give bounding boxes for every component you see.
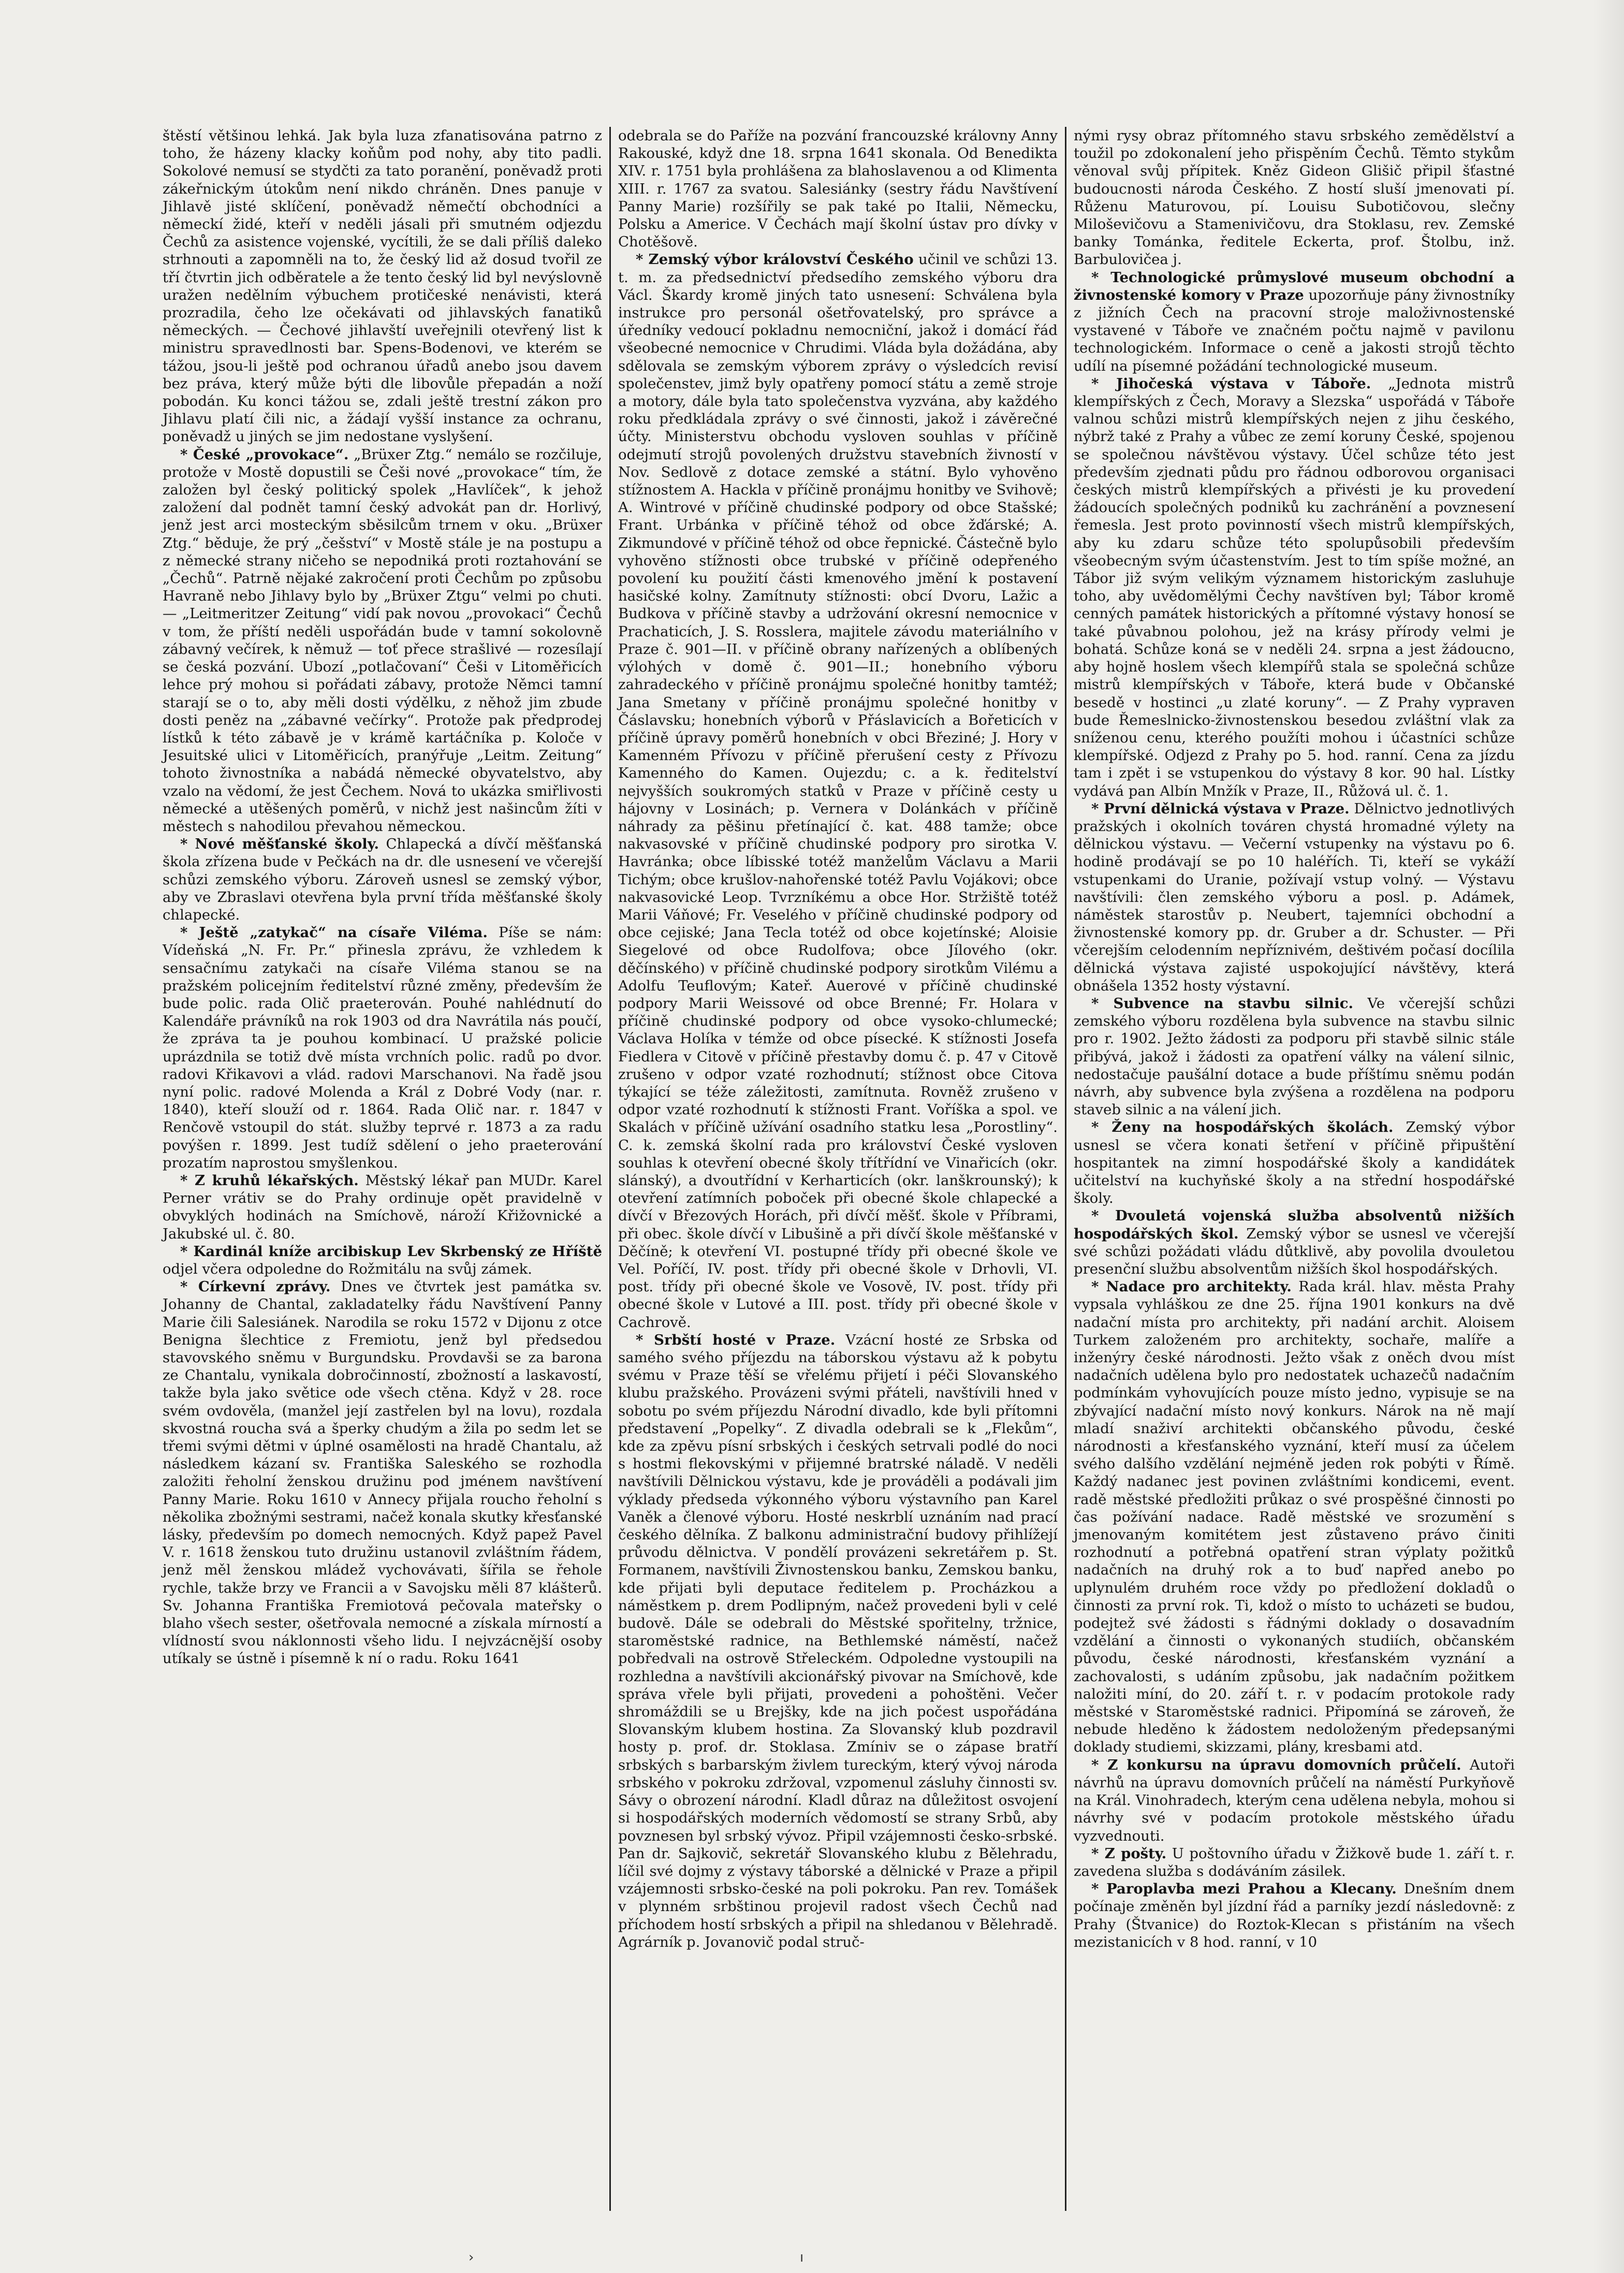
article-text: učinil ve schůzi 13. t. m. za předsednictví předsedího zemského výboru dra Václ. Škardy kromě jiných tato usnesení: Schválena byla instrukce pro personál ošetřovatelský, pro správce a úředníky vedoucí pokladnu nemocniční, jakož i domácí řád všeobecné nemocnice v Chrudimi. Vláda byla dožádána, aby sdělovala se zemským výborem zprávy o výsledcích revisí společenstev, jimž byly opatřeny pomocí státu a země stroje a motory, dále byla tato společenstva vyzvána, aby každého roku předkládala zprávy o své činnosti, jakož i závěrečné účty. Ministerstvu obchodu vysloven souhlas v příčině odejmutí strojů povolených družstvu stavebních živností v Nov. Sedlově z dotace zemské a státní. Bylo vyhověno stížnostem A. Hackla v příčině pronájmu honitby ve Svihově; A. Wintrové v příčině chudinské podpory od obce Stašské; Frant. Urbánka v příčině téhož od obce žďárské; A. Zikmundové v příčině téhož od obce řepnické. Částečně bylo vyhověno stížnosti obce trubské v příčině odepřeného povolení ku použití části kmenového jmění k postavení hasičské kolny. Zamítnuty stížnosti: obcí Dvoru, Lažic a Budkova v příčině stavby a udržování okresní nemocnice v Prachaticích, J. S. Rosslera, majitele závodu materiálního v Praze č. 901—II. v příčině obrany nařízených a oblíbených výlohých v domě č. 901—II.; honebního výboru zahradeckého v příčině pronájmu společné honitby tamtéž; Jana Smetany v příčině pronájmu společné honitby v Čáslavsku; honebních výborů v Přáslavicích a Bořeticích v příčině úpravy poměrů honebních v obci Březiné; J. Hory v Kamenném Přívozu v příčině přerušení cesty z Přívozu Kamenného do Kamen. Oujezdu; c. a k. ředitelství nejvyšších soukromých statků v Praze v příčině cesty u hájovny v Losinách; p. Vernera v Dolánkách v příčině náhrady za pěšinu přetínající č. kat. 488 tamže; obce nakvasovské v příčině chudinské podpory pro sirotka V. Havránka; obce líbisské totéž manželům Václavu a Marii Tichým; obce krušlov-nahořenské totéž Pavlu Vojákovi; obce nakvasovické Leop. Tvrzníkému a obce Hor. Stržiště totéž Marii Váňové; Fr. Veselého v příčině chudinské podpory od obce cejiské; Jana Tecla totéž od obce kojetínské; Aloisie Siegelové od obce Rudolfova; obce Jílového (okr. děčínského) v příčině chudinské podpory sirotkům Vilému a Adolfu Teuflovým; Kateř. Auerové v příčině chudinské podpory Marii Weissové od obce Brenné; Fr. Holara v příčině chudinské podpory od obce vysoko-chlumecké; Václava Holíka v témže od obce písecké. K stížnosti Josefa Fiedlera v Citově v příčině přestavby domu č. p. 47 v Citově zrušeno v odpor vzaté rozhodnutí; stížnost obce Citova týkající se téže záležitosti, zamítnuta. Rovněž zrušeno v odpor vzaté rozhodnutí k stížnosti Frant. Voříška a spol. ve Skalách v příčině užívání osadního statku lesa „Porostliny“. C. k. zemská školní rada pro království České vysloven souhlas k otevření obecné školy třítřídní ve Vinařicích (okr. slánský), a dvoutřídní v Kerharticích (okr. lanškrounský); k otevření zatímních poboček při obecné škole chlapecké a dívčí v Březových Horách, při dívčí měšť. škole v Příbrami, při obec. škole dívčí v Libušině a při dívčí škole měšťanské v Děčíně; k otevření VI. postupné třídy při obecné škole ve Vel. Poříčí, IV. post. třídy při obecné škole v Drhovli, VI. post. třídy při obecné škole ve Vosově, IV. post. třídy při obecné škole v Lutové a III. post. třídy při obecné škole v Cachrově. <box>618 251 1058 1331</box>
article-paragraph <box>618 251 1058 1331</box>
article-heading: * Subvence na stavbu silnic. <box>1091 995 1354 1012</box>
article-paragraph <box>1074 800 1515 995</box>
article-paragraph <box>1074 269 1515 375</box>
article-text: Dnešním dnem počínaje změněn byl jízdní řád a parníky jezdí následovně: z Prahy (Štvanice) do Roztok-Klecan s přistáním na všech mezistanicích v 8 hod. ranní, v 10 <box>1074 1881 1515 1950</box>
article-paragraph <box>1074 1118 1515 1207</box>
article-text: odjel včera odpoledne do Rožmitálu na svůj zámek. <box>163 1261 533 1277</box>
article-text: U poštovního úřadu v Žižkově bude 1. září t. r. zavedena služba s dodáváním zásilek. <box>1074 1845 1515 1879</box>
article-text: Zemský výbor usnesl se včera konati šetření v příčině připuštění hospitantek na zimní hospodářské školy a kandidátek učitelství na kuchyňské školy a na střední hospodářské školy. <box>1074 1119 1515 1207</box>
article-text: Městský lékař pan MUDr. Karel Perner vrátiv se do Prahy ordinuje opět pravidelně v obvyklých hodinách na Smíchově, nároží Křižovnické a Jakubské ul. č. 80. <box>163 1172 602 1242</box>
article-text: Zemský výbor se usnesl ve včerejší své schůzi požádati vládu důtklivě, aby povolila dvouletou presenční službu absolventům nižších škol hospodářských. <box>1074 1225 1515 1277</box>
article-text: nými rysy obraz přítomného stavu srbského zemědělství a toužil po zdokonalení jeho přispěním Čechů. Těmto stykům věnoval svůj přípitek. Kněz Gideon Glišič připil šťastné budoucnosti národa Českého. Z hostí sluší jmenovati pí. Růženu Maturovou, pí. Louisu Subotičovou, slečny Miloševičovu a Stamenivičovu, dra Stoklasu, rev. Zemské banky Tománka, ředitele Eckerta, prof. Štolbu, inž. Barbulovičea j. <box>1074 127 1515 268</box>
article-paragraph <box>163 1243 602 1278</box>
article-paragraph <box>1074 1756 1515 1845</box>
article-heading: * Jihočeská výstava v Táboře. <box>1091 375 1371 392</box>
article-text: Dnes ve čtvrtek jest památka sv. Johanny de Chantal, zakladatelky řádu Navštívení Panny Marie čili Salesiánek. Narodila se roku 1572 v Dijonu z otce Benigna šlechtice z Fremiotu, jenž byl předsedou stavovského sněmu v Burgundsku. Provdavši se za barona ze Chantalu, vynikala dobročinností, zbožností a laskavostí, takže byla jako světice ode všech ctěna. Když v 28. roce svém ovdověla, (manžel její zastřelen byl na lovu), rozdala skvostná roucha svá a šperky chudým a žila po sedm let se třemi svými dětmi v úplné osamělosti na hradě Chantalu, až následkem kázaní sv. Františka Saleského se rozhodla založiti řeholní ženskou družinu pod jménem navštívení Panny Marie. Roku 1610 v Annecy přijala roucho řeholní s několika zbožnými sestrami, načež konala skutky křesťanské lásky, především po domech nemocných. Když papež Pavel V. r. 1618 ženskou tuto družinu ustanovil zvláštním řádem, jenž měl ženskou mládež vychovávati, šířila se řehole rychle, takže brzy ve Francii a v Savojsku měli 87 klášterů. Sv. Johanna Františka Fremiotová pečovala mateřsky o blaho všech sester, ošetřovala nemocné a získala mírností a vlídností svou náklonnosti všeho lidu. I nejvzácnější osoby utíkaly se ústně i písemně k ní o radu. Roku 1641 <box>163 1278 602 1667</box>
article-text: Vzácní hosté ze Srbska od samého svého příjezdu na táborskou výstavu až k pobytu svému v Praze těší se vřelému přijetí i péči Slovanského klubu pražského. Provázeni svými přáteli, navštívili hned v sobotu po svém příjezdu Národní divadlo, kde byli přítomni představení „Popelky“. Z divadla odebrali se k „Flekům“, kde za zpěvu písní srbských i českých setrvali podlé do noci s hostmi flekovskými v přijemné bratrské náladě. V neděli navštívili Dělnickou výstavu, kde je prováděli a podávali jim výklady předseda výkonného výboru výstavního pan Karel Vaněk a členové výboru. Hosté neskrblí uznáním nad prací českého dělníka. Z balkonu administrační budovy přihlížejí průvodu dělnictva. V pondělí provázeni sekretářem p. St. Formanem, navštívili Živnostenskou banku, Zemskou banku, kde přijati byli deputace ředitelem p. Procházkou a náměstkem p. drem Podlipným, načež provedeni byli v celé budově. Dále se odebrali do Městské spořitelny, tržnice, staroměstské radnice, na Bethlemské náměstí, načež pobředvali na ostrově Střeleckém. Odpoledne vystoupili na rozhledna a navštívili akcionářský pivovar na Smíchově, kde správa vřele byli přijati, provedeni a pohoštěni. Večer shromáždili se u Brejšky, kde na jich počest uspořádána Slovanským klubem hostina. Za Slovanský klub pozdravil hosty p. prof. dr. Stoklasa. Zmíniv se o zápase bratří srbských s barbarským živlem tureckým, který vývoj národa srbského v pokroku zdržoval, vzpomenul zásluhy činnosti sv. Sávy o obrození národní. Kladl důraz na důležitost osvojení si hospodářských moderních vědomostí se strany Srbů, aby povznesen byl srbský vývoz. Připil vzájemnosti česko-srbské. Pan dr. Sajkovič, sekretář Slovanského klubu z Bělehradu, líčil své dojmy z výstavy táborské a dělnické v Praze a připil vzájemnosti srbsko-české na poli pokroku. Pan rev. Tomášek v plynném srbštinou projevil radost všech Čechů nad příchodem hostí srbských a připil na shledanou v Bělehradě. Agrárník p. Jovanovič podal struč- <box>618 1331 1058 1950</box>
article-text: „Brüxer Ztg.“ nemálo se rozčiluje, protože v Mostě dopustili se Češi nové „provokace“ tím, že založen byl český politický spolek „Havlíček“, k jehož založení dal podnět tamní český advokát pan dr. Horlivý, jenž jest arci mosteckým sběsilcům trnem v oku. „Brüxer Ztg.“ běduje, že prý „češství“ v Mostě stále je na postupu a z německé strany ničeho se nepodniká proti roztahování se „Čechů“. Patrně nějaké zakročení proti Čechům po způsobu Havraně nebo Jihlavy bylo by „Brüxer Ztgu“ velmi po chuti. — „Leitmeritzer Zeitung“ vidí pak novou „provokaci“ Čechů v tom, že příští neděli uspořádán bude v tamní sokolovně zábavný večírek, k němuž — toť přece strašlivé — rozesílají se česká pozvání. Ubozí „potlačovaní“ Češi v Litoměřicích lehce prý mohou si pořádati zábavy, protože Němci tamní starají se o to, aby měli dosti výdělku, z něhož jim zbude dosti peněz na „zábavné večírky“. Protože pak předprodej lístků k této zábavě je v krámě kartáčníka p. Koloče v Jesuitské ulici v Litoměřicích, pranýřuje „Leitm. Zeitung“ tohoto živnostníka a nabádá německé obyvatelstvo, aby vzalo na vědomí, že jest Čechem. Nová to ukázka smiřlivosti německé a utěšených poměrů, v nichž jest našincům žíti v městech s nahodilou převahou německou. <box>163 446 603 835</box>
article-heading: * Srbští hosté v Praze. <box>636 1331 836 1348</box>
article-heading: * Nadace pro architekty. <box>1091 1278 1292 1295</box>
article-heading: * Zemský výbor království Českého <box>636 251 914 268</box>
article-heading: * Kardinál kníže arcibiskup Lev Skrbenský ze Hříště <box>180 1243 602 1260</box>
article-paragraph <box>163 835 602 924</box>
article-paragraph <box>1074 1880 1515 1951</box>
article-text: Píše se nám: Vídeňská „N. Fr. Pr.“ přinesla zprávu, že vzhledem k sensačnímu zatykači na císaře Viléma stanou se na pražském policejním ředitelství různé změny, především že bude polic. rada Olič praeterován. Pouhé nahlédnutí do Kalendáře právníků na rok 1903 od dra Navrátila nás poučí, že zpráva ta je pouhou kombinací. U pražské policie uprázdnila se totiž dvě místa vrchních polic. radů po dvor. radovi Křikavovi a vlád. radovi Marschanovi. Na řadě jsou nyní polic. radové Molenda a Král z Dobré Vody (nar. r. 1840), kteří slouží od r. 1864. Rada Olič nar. r. 1847 v Renčově vstoupil do stát. služby teprvé r. 1873 a za radu povýšen r. 1899. Jest tudíž sdělení o jeho praeterování prozatím naprostou smyšlenkou. <box>163 924 602 1171</box>
article-heading: * Paroplavba mezi Prahou a Klecany. <box>1091 1881 1397 1898</box>
article-paragraph <box>1074 375 1515 800</box>
article-text: Rada král. hlav. města Prahy vypsala vyhláškou ze dne 25. října 1901 konkurs na dvě nadační místa pro architekty, při nadání archit. Aloisem Turkem založeném pro architekty, sochaře, malíře a inženýry české národnosti. Ježto však z oněch dvou míst nadačních udělena bylo pro nedostatek uchazečů nadačním podmínkám vyhovujících pouze místo jedno, vypisuje se na zbývající nadační místo nový konkurs. Nárok na ně mají mladí snaživí architekti občanského původu, české národnosti a křesťanského vyznání, kteří musí za účelem svého dalšího vzdělání nejméně jeden rok pobýti v Římě. Každý nadanec jest povinen zvláštními kondicemi, event. radě městské předložiti průkaz o své prospěšné činnosti po čas požívání nadace. Radě městské ve srozumění s jmenovaným komitétem jest zůstaveno právo činiti rozhodnutí a potřebná opatření stran výplaty požitků nadačních na druhý rok a to buď napřed anebo po uplynulém druhém roce vždy po předložení dokladů o činnosti za první rok. Ti, kdož o místo to ucházeti se budou, podejtež své žádosti s řádnými doklady o dosavadním vzdělání a činnosti o vykonaných studiích, občanském původu, české národnosti, křesťanském vyznání a zachovalosti, s udáním způsobu, jak nadačním požitkem naložiti míní, do 20. září t. r. v podacím protokole rady městské v Staroměstské radnici. Připomíná se zároveň, že nebude hleděno k žádostem nedoloženým předepsanými doklady studiemi, skizzami, plány, kresbami atd. <box>1074 1278 1515 1756</box>
article-text: Chlapecká a dívčí měšťanská škola zřízena bude v Pečkách na dr. dle usnesení ve včerejší schůzi zemského výboru. Zároveň usnesl se zemský výbor, aby ve Zbraslavi otevřena byla první třída měšťanské školy chlapecké. <box>163 836 602 923</box>
article-text: Autoři návrhů na úpravu domovních průčelí na náměstí Purkyňově na Král. Vinohradech, kterým cena udělena nebyla, mohou si návrhy své v podacím protokole městského úřadu vyzvednouti. <box>1074 1756 1515 1844</box>
article-heading: * Ještě „zatykač“ na císaře Viléma. <box>180 924 488 941</box>
article-paragraph <box>1074 127 1515 269</box>
footer-mark-left: › <box>469 2250 474 2265</box>
article-heading: * Nové měšťanské školy. <box>180 836 379 853</box>
article-text: Ve včerejší schůzi zemského výboru rozdělena byla subvence na stavbu silnic pro r. 1902. Ježto žádosti za podporu při stavbě silnic stále přibývá, jakož i žádosti za opatření války na válení silnic, nedostačuje paušální dotace a bude příštímu sněmu podán návrh, aby subvence byla zvýšena a rozdělena na podporu staveb silnic a na válení jich. <box>1074 995 1515 1118</box>
article-paragraph <box>1074 995 1515 1118</box>
footer-mark-center: ı <box>800 2250 804 2265</box>
article-text: odebrala se do Paříže na pozvání francouzské královny Anny Rakouské, když dne 18. srpna 1641 skonala. Od Benedikta XIV. r. 1751 byla prohlášena za blahoslavenou a od Klimenta XIII. r. 1767 za svatou. Salesiánky (sestry řádu Navštívení Panny Marie) rozšířily se pak také po Italii, Německu, Polsku a Americe. V Čechách mají školní ústav pro dívky v Chotěšově. <box>618 127 1058 251</box>
article-text: Dělnictvo jednotlivých pražských i okolních továren chystá hromadné výlety na dělnickou výstavu. — Večerní vstupenky na výstavu po 6. hodině prodávají se po 10 haléřích. Ti, kteří se vykáží vstupenkami do Uranie, požívají vstup volný. — Výstavu navštívili: člen zemského výboru a posl. p. Adámek, náměstek starostův p. Neubert, tajemníci obchodní a živnostenské komory pp. dr. Gruber a dr. Schuster. — Při včerejším celodenním nepříznivém, deštivém počasí docílila dělnická výstava zajisté uspokojující návštěvy, která obnášela 1352 hosty výstavní. <box>1074 800 1515 994</box>
page-footer <box>0 2250 1624 2265</box>
article-text: štěstí většinou lehká. Jak byla luza zfanatisována patrno z toho, že házeny klacky koňům pod nohy, aby tito padli. Sokolové nemusí se stydčti za tato poranění, poněvadž proti zákeřnickým útokům není nikdo chráněn. Dnes panuje v Jihlavě jisté sklíčení, poněvadž němečtí obchodníci a německí židé, kteří v neděli jásali při smutném odjezdu Čechů za asistence vojenské, vycítili, že se dali příliš daleko strhnouti a zapomněli na to, že český lid až dosud tvořil ze tří čtvrtin jich odběratele a že tento český lid byl nevýslovně uražen nedělním výbuchem protičeské nenávisti, která prozradila, čeho lze očekávati od jihlavských fanatiků německých. — Čechové jihlavští uveřejnili otevřený list k ministru spravedlnosti bar. Spens-Bodenovi, ve kterém se tážou, jsou-li ještě pod ochranou úřadů anebo jsou davem bez práva, který může býti dle libovůle přepadán a noží pobodán. Ku konci tážou se, zdali ještě trestní zákon pro Jihlavu platí čili nic, a žádají vyšší instance za ochranu, poněvadž u jiných se jim nedostane vyslyšení. <box>163 127 602 445</box>
article-paragraph <box>163 446 602 835</box>
column-2 <box>611 127 1066 2211</box>
article-heading: * Z pošty. <box>1091 1845 1167 1862</box>
article-paragraph <box>163 1172 602 1243</box>
article-heading: * Církevní zprávy. <box>180 1278 331 1295</box>
article-heading: * Technologické průmyslové museum obchodní a živnostenské komory v Praze <box>1074 269 1515 303</box>
article-heading: * Ženy na hospodářských školách. <box>1091 1119 1394 1136</box>
article-paragraph <box>1074 1207 1515 1278</box>
article-heading: * Z kruhů lékařských. <box>180 1172 359 1189</box>
article-paragraph <box>1074 1278 1515 1756</box>
scan-shadow <box>1593 0 1624 2273</box>
article-paragraph <box>1074 1845 1515 1880</box>
article-heading: * První dělnická výstava v Praze. <box>1091 800 1350 817</box>
article-heading: * Z konkursu na úpravu domovních průčelí. <box>1091 1756 1461 1773</box>
text-columns <box>155 127 1548 2211</box>
article-heading: * Dvouletá vojenská služba absolventů nižších hospodářských škol. <box>1074 1207 1515 1242</box>
article-paragraph <box>163 924 602 1172</box>
column-1 <box>155 127 611 2211</box>
article-paragraph <box>163 1278 602 1667</box>
article-text: „Jednota mistrů klempířských z Čech, Moravy a Slezska“ uspořádá v Táboře valnou schůzi mistrů klempířských nejen z jihu českého, nýbrž také z Prahy a vůbec ze zemí koruny České, spojenou se společnou návštěvou výstavy. Účel schůze této jest především zjednati půdu pro řádnou odborovou organisaci českých mistrů klempířských a přivésti je ku provedení žádoucích společných podniků ku zachránění a povznesení řemesla. Jest proto povinností všech mistrů klempířských, aby ku zdaru schůze této spolupůsobili především všeobecným svým účastenstvím. Jest to tím spíše možné, an Tábor již svým velikým významem historickým zasluhuje toho, aby uvědomělými Čechy navštíven byl; Tábor kromě cenných památek historických a přítomné výstavy honosí se také půvabnou polohou, jež na krásy přírody velmi je bohatá. Schůze koná se v neděli 24. srpna a jest žádoucno, aby hojně hoslem všech klempířů stala se společná schůze mistrů klempířských v Táboře, která bude v Občanské besedě v hostinci „u zlaté koruny“. — Z Prahy vypraven bude Řemeslnicko-živnostenskou besedou zvláštní vlak za sníženou cenu, kterého použíti mohou i účastníci schůze klempířské. Odjezd z Prahy po 5. hod. ranní. Cena za jízdu tam i zpět i se vstupenkou do výstavy 8 kor. 90 hal. Lístky vydává pan Albín Mnžík v Praze, II., Růžová ul. č. 1. <box>1074 375 1515 799</box>
article-paragraph <box>618 127 1058 251</box>
article-paragraph <box>618 1331 1058 1951</box>
article-paragraph <box>163 127 602 446</box>
article-text: upozorňuje pány živnostníky z jižních Čech na pracovní stroje maloživnostenské vystavené v Táboře ve značném počtu najmě v pavilonu technologickém. Informace o ceně a jakosti strojů těchto udílí na písemné požádání technologické museum. <box>1074 286 1515 374</box>
column-3 <box>1066 127 1522 2211</box>
article-heading: * České „provokace“. <box>180 446 349 463</box>
